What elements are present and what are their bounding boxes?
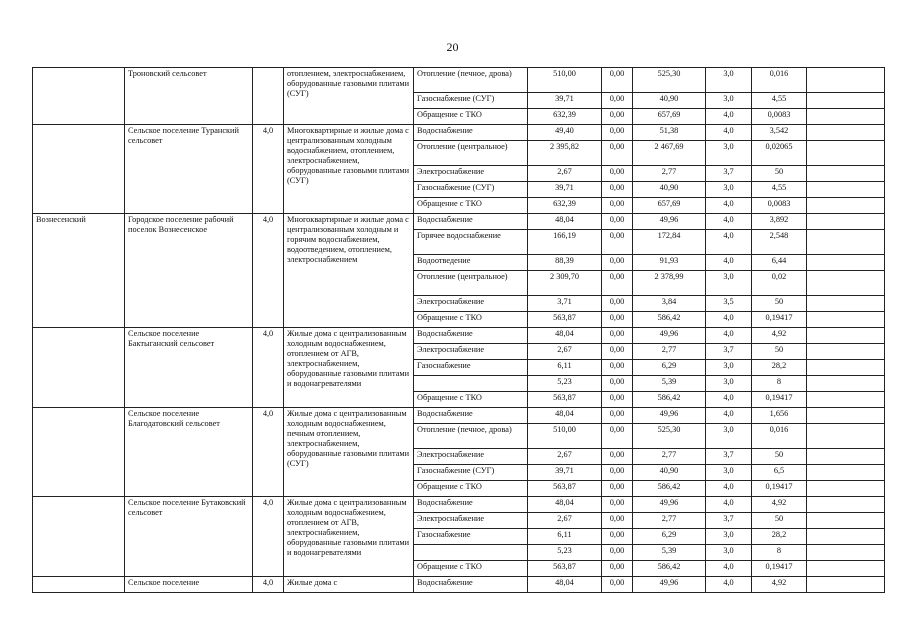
value-cell-v4: 3,0 [706,545,752,561]
value-cell-v3: 49,96 [633,577,706,593]
value-cell-v1: 632,39 [528,198,602,214]
value-cell-v2: 0,00 [602,125,633,141]
value-cell-v5: 28,2 [752,360,807,376]
value-cell-v5: 4,92 [752,497,807,513]
service-name-cell: Обращение с ТКО [414,561,528,577]
value-cell-v5: 0,19417 [752,312,807,328]
value-cell-v3: 525,30 [633,68,706,93]
service-name-cell: Обращение с ТКО [414,198,528,214]
value-cell-v3: 172,84 [633,230,706,255]
value-cell-v4: 3,0 [706,93,752,109]
empty-cell [807,376,885,392]
value-cell-v3: 2,77 [633,449,706,465]
value-cell-v5: 50 [752,296,807,312]
value-cell-v3: 2 378,99 [633,271,706,296]
object-cell: Многоквартирные и жилые дома с централизованным холодным и горячим водоснабжением, водоотведением, отоплением, электроснабжением [284,214,414,328]
tariff-table-body [33,68,885,593]
norm-cell: 4,0 [253,408,284,497]
value-cell-v3: 657,69 [633,109,706,125]
value-cell-v1: 510,00 [528,68,602,93]
value-cell-v1: 88,39 [528,255,602,271]
empty-cell [807,424,885,449]
empty-cell [807,328,885,344]
empty-cell [807,577,885,593]
value-cell-v4: 4,0 [706,109,752,125]
value-cell-v4: 4,0 [706,392,752,408]
value-cell-v1: 5,23 [528,545,602,561]
value-cell-v1: 632,39 [528,109,602,125]
value-cell-v3: 2,77 [633,344,706,360]
value-cell-v1: 39,71 [528,182,602,198]
value-cell-v3: 49,96 [633,497,706,513]
value-cell-v3: 586,42 [633,312,706,328]
value-cell-v2: 0,00 [602,328,633,344]
empty-cell [807,529,885,545]
value-cell-v5: 8 [752,545,807,561]
empty-cell [807,68,885,93]
value-cell-v2: 0,00 [602,465,633,481]
service-name-cell: Электроснабжение [414,296,528,312]
value-cell-v2: 0,00 [602,255,633,271]
value-cell-v1: 166,19 [528,230,602,255]
value-cell-v1: 39,71 [528,465,602,481]
value-cell-v1: 563,87 [528,561,602,577]
value-cell-v4: 4,0 [706,230,752,255]
service-name-cell: Электроснабжение [414,344,528,360]
empty-cell [807,408,885,424]
value-cell-v2: 0,00 [602,360,633,376]
value-cell-v1: 48,04 [528,328,602,344]
service-name-cell: Отопление (центральное) [414,141,528,166]
value-cell-v3: 49,96 [633,328,706,344]
value-cell-v5: 0,02065 [752,141,807,166]
value-cell-v1: 563,87 [528,481,602,497]
value-cell-v4: 3,0 [706,68,752,93]
value-cell-v1: 5,23 [528,376,602,392]
value-cell-v5: 0,19417 [752,561,807,577]
value-cell-v1: 48,04 [528,577,602,593]
value-cell-v2: 0,00 [602,296,633,312]
empty-cell [807,141,885,166]
service-name-cell: Водоотведение [414,255,528,271]
value-cell-v5: 0,19417 [752,392,807,408]
settlement-cell: Сельское поселение Благодатовский сельсовет [125,408,253,497]
value-cell-v5: 0,016 [752,424,807,449]
norm-cell: 4,0 [253,577,284,593]
value-cell-v1: 2,67 [528,513,602,529]
object-cell: отоплением, электроснабжением, оборудованные газовыми плитами (СУГ) [284,68,414,125]
empty-cell [807,392,885,408]
empty-cell [807,312,885,328]
value-cell-v4: 3,0 [706,465,752,481]
value-cell-v4: 3,0 [706,271,752,296]
service-name-cell: Обращение с ТКО [414,109,528,125]
empty-cell [807,481,885,497]
value-cell-v4: 4,0 [706,198,752,214]
value-cell-v2: 0,00 [602,497,633,513]
value-cell-v3: 5,39 [633,545,706,561]
table-row [33,408,885,424]
value-cell-v3: 586,42 [633,392,706,408]
value-cell-v5: 50 [752,513,807,529]
value-cell-v2: 0,00 [602,182,633,198]
value-cell-v1: 6,11 [528,360,602,376]
value-cell-v5: 3,892 [752,214,807,230]
value-cell-v1: 48,04 [528,497,602,513]
value-cell-v5: 1,656 [752,408,807,424]
value-cell-v5: 28,2 [752,529,807,545]
value-cell-v4: 4,0 [706,312,752,328]
service-name-cell: Газоснабжение (СУГ) [414,182,528,198]
value-cell-v1: 6,11 [528,529,602,545]
value-cell-v4: 4,0 [706,125,752,141]
object-cell: Жилые дома с централизованным холодным водоснабжением, отоплением от АГВ, электроснабжением, оборудованные газовыми плитами и водонагревателями [284,497,414,577]
value-cell-v4: 3,5 [706,296,752,312]
empty-cell [807,93,885,109]
value-cell-v5: 50 [752,344,807,360]
value-cell-v3: 2 467,69 [633,141,706,166]
settlement-cell: Сельское поселение Бутаковский сельсовет [125,497,253,577]
service-name-cell: Водоснабжение [414,408,528,424]
value-cell-v4: 4,0 [706,481,752,497]
value-cell-v1: 2,67 [528,344,602,360]
value-cell-v4: 3,0 [706,182,752,198]
region-cell: Вознесенский [33,214,125,328]
value-cell-v2: 0,00 [602,312,633,328]
value-cell-v3: 40,90 [633,465,706,481]
value-cell-v1: 2,67 [528,449,602,465]
value-cell-v1: 563,87 [528,392,602,408]
service-name-cell: Горячее водоснабжение [414,230,528,255]
table-row [33,577,885,593]
value-cell-v2: 0,00 [602,424,633,449]
value-cell-v1: 2 309,70 [528,271,602,296]
value-cell-v2: 0,00 [602,198,633,214]
value-cell-v2: 0,00 [602,141,633,166]
value-cell-v5: 0,02 [752,271,807,296]
empty-cell [807,198,885,214]
value-cell-v4: 3,0 [706,360,752,376]
value-cell-v4: 4,0 [706,255,752,271]
value-cell-v3: 6,29 [633,360,706,376]
value-cell-v5: 6,5 [752,465,807,481]
empty-cell [807,545,885,561]
value-cell-v2: 0,00 [602,513,633,529]
value-cell-v2: 0,00 [602,93,633,109]
value-cell-v3: 525,30 [633,424,706,449]
empty-cell [807,449,885,465]
value-cell-v2: 0,00 [602,214,633,230]
value-cell-v2: 0,00 [602,376,633,392]
empty-cell [807,166,885,182]
region-cell [33,328,125,408]
settlement-cell: Троновский сельсовет [125,68,253,125]
value-cell-v5: 0,0083 [752,198,807,214]
value-cell-v4: 4,0 [706,214,752,230]
value-cell-v2: 0,00 [602,545,633,561]
value-cell-v5: 50 [752,449,807,465]
region-cell [33,577,125,593]
value-cell-v4: 4,0 [706,577,752,593]
empty-cell [807,497,885,513]
service-name-cell: Водоснабжение [414,497,528,513]
region-cell [33,497,125,577]
value-cell-v5: 4,55 [752,93,807,109]
settlement-cell: Сельское поселение [125,577,253,593]
norm-cell [253,68,284,125]
value-cell-v2: 0,00 [602,449,633,465]
service-name-cell [414,376,528,392]
value-cell-v5: 4,55 [752,182,807,198]
value-cell-v5: 8 [752,376,807,392]
value-cell-v4: 4,0 [706,408,752,424]
norm-cell: 4,0 [253,214,284,328]
value-cell-v2: 0,00 [602,344,633,360]
service-name-cell: Водоснабжение [414,328,528,344]
table-row [33,68,885,93]
value-cell-v1: 49,40 [528,125,602,141]
value-cell-v1: 2 395,82 [528,141,602,166]
value-cell-v2: 0,00 [602,561,633,577]
value-cell-v4: 3,7 [706,166,752,182]
value-cell-v1: 3,71 [528,296,602,312]
value-cell-v2: 0,00 [602,481,633,497]
object-cell: Жилые дома с [284,577,414,593]
value-cell-v5: 2,548 [752,230,807,255]
service-name-cell: Отопление (центральное) [414,271,528,296]
table-row [33,328,885,344]
value-cell-v3: 40,90 [633,93,706,109]
region-cell [33,68,125,125]
value-cell-v4: 3,0 [706,376,752,392]
empty-cell [807,271,885,296]
norm-cell: 4,0 [253,328,284,408]
value-cell-v2: 0,00 [602,577,633,593]
table-row [33,214,885,230]
value-cell-v4: 4,0 [706,328,752,344]
value-cell-v5: 3,542 [752,125,807,141]
value-cell-v3: 2,77 [633,166,706,182]
service-name-cell: Отопление (печное, дрова) [414,424,528,449]
service-name-cell: Электроснабжение [414,513,528,529]
value-cell-v5: 50 [752,166,807,182]
norm-cell: 4,0 [253,125,284,214]
empty-cell [807,230,885,255]
value-cell-v4: 3,0 [706,529,752,545]
value-cell-v5: 0,19417 [752,481,807,497]
value-cell-v3: 5,39 [633,376,706,392]
value-cell-v1: 48,04 [528,408,602,424]
value-cell-v4: 4,0 [706,561,752,577]
value-cell-v4: 3,7 [706,449,752,465]
value-cell-v3: 586,42 [633,561,706,577]
value-cell-v1: 48,04 [528,214,602,230]
service-name-cell: Водоснабжение [414,577,528,593]
service-name-cell: Водоснабжение [414,125,528,141]
object-cell: Жилые дома с централизованным холодным водоснабжением, печным отоплением, электроснабжением, оборудованные газовыми плитами (СУГ) [284,408,414,497]
value-cell-v1: 2,67 [528,166,602,182]
empty-cell [807,182,885,198]
value-cell-v1: 510,00 [528,424,602,449]
empty-cell [807,214,885,230]
value-cell-v5: 0,0083 [752,109,807,125]
empty-cell [807,296,885,312]
region-cell [33,408,125,497]
value-cell-v5: 6,44 [752,255,807,271]
value-cell-v3: 49,96 [633,214,706,230]
table-row [33,497,885,513]
value-cell-v5: 4,92 [752,577,807,593]
empty-cell [807,465,885,481]
service-name-cell [414,545,528,561]
value-cell-v3: 91,93 [633,255,706,271]
value-cell-v4: 3,0 [706,141,752,166]
empty-cell [807,513,885,529]
page-number: 20 [446,40,459,54]
service-name-cell: Электроснабжение [414,449,528,465]
settlement-cell: Сельское поселение Туранский сельсовет [125,125,253,214]
empty-cell [807,109,885,125]
service-name-cell: Водоснабжение [414,214,528,230]
empty-cell [807,344,885,360]
value-cell-v3: 40,90 [633,182,706,198]
empty-cell [807,360,885,376]
value-cell-v3: 49,96 [633,408,706,424]
service-name-cell: Газоснабжение [414,360,528,376]
value-cell-v5: 4,92 [752,328,807,344]
object-cell: Жилые дома с централизованным холодным водоснабжением, отоплением от АГВ, электроснабжением, оборудованные газовыми плитами и водонагревателями [284,328,414,408]
service-name-cell: Газоснабжение [414,529,528,545]
value-cell-v2: 0,00 [602,230,633,255]
empty-cell [807,255,885,271]
value-cell-v2: 0,00 [602,68,633,93]
value-cell-v2: 0,00 [602,109,633,125]
value-cell-v3: 6,29 [633,529,706,545]
value-cell-v3: 3,84 [633,296,706,312]
settlement-cell: Сельское поселение Бактыганский сельсовет [125,328,253,408]
value-cell-v1: 39,71 [528,93,602,109]
value-cell-v2: 0,00 [602,271,633,296]
value-cell-v2: 0,00 [602,529,633,545]
service-name-cell: Электроснабжение [414,166,528,182]
service-name-cell: Обращение с ТКО [414,312,528,328]
value-cell-v3: 51,38 [633,125,706,141]
tariff-table [32,67,885,593]
value-cell-v4: 3,7 [706,344,752,360]
value-cell-v1: 563,87 [528,312,602,328]
empty-cell [807,125,885,141]
object-cell: Многоквартирные и жилые дома с централизованным холодным водоснабжением, отоплением, электроснабжением, оборудованные газовыми плитами (СУГ) [284,125,414,214]
service-name-cell: Газоснабжение (СУГ) [414,93,528,109]
value-cell-v3: 2,77 [633,513,706,529]
service-name-cell: Отопление (печное, дрова) [414,68,528,93]
norm-cell: 4,0 [253,497,284,577]
value-cell-v3: 586,42 [633,481,706,497]
value-cell-v5: 0,016 [752,68,807,93]
value-cell-v2: 0,00 [602,392,633,408]
region-cell [33,125,125,214]
table-row [33,125,885,141]
service-name-cell: Обращение с ТКО [414,392,528,408]
value-cell-v4: 3,7 [706,513,752,529]
settlement-cell: Городское поселение рабочий поселок Вознесенское [125,214,253,328]
value-cell-v2: 0,00 [602,166,633,182]
empty-cell [807,561,885,577]
service-name-cell: Газоснабжение (СУГ) [414,465,528,481]
service-name-cell: Обращение с ТКО [414,481,528,497]
value-cell-v4: 4,0 [706,497,752,513]
value-cell-v2: 0,00 [602,408,633,424]
value-cell-v4: 3,0 [706,424,752,449]
value-cell-v3: 657,69 [633,198,706,214]
